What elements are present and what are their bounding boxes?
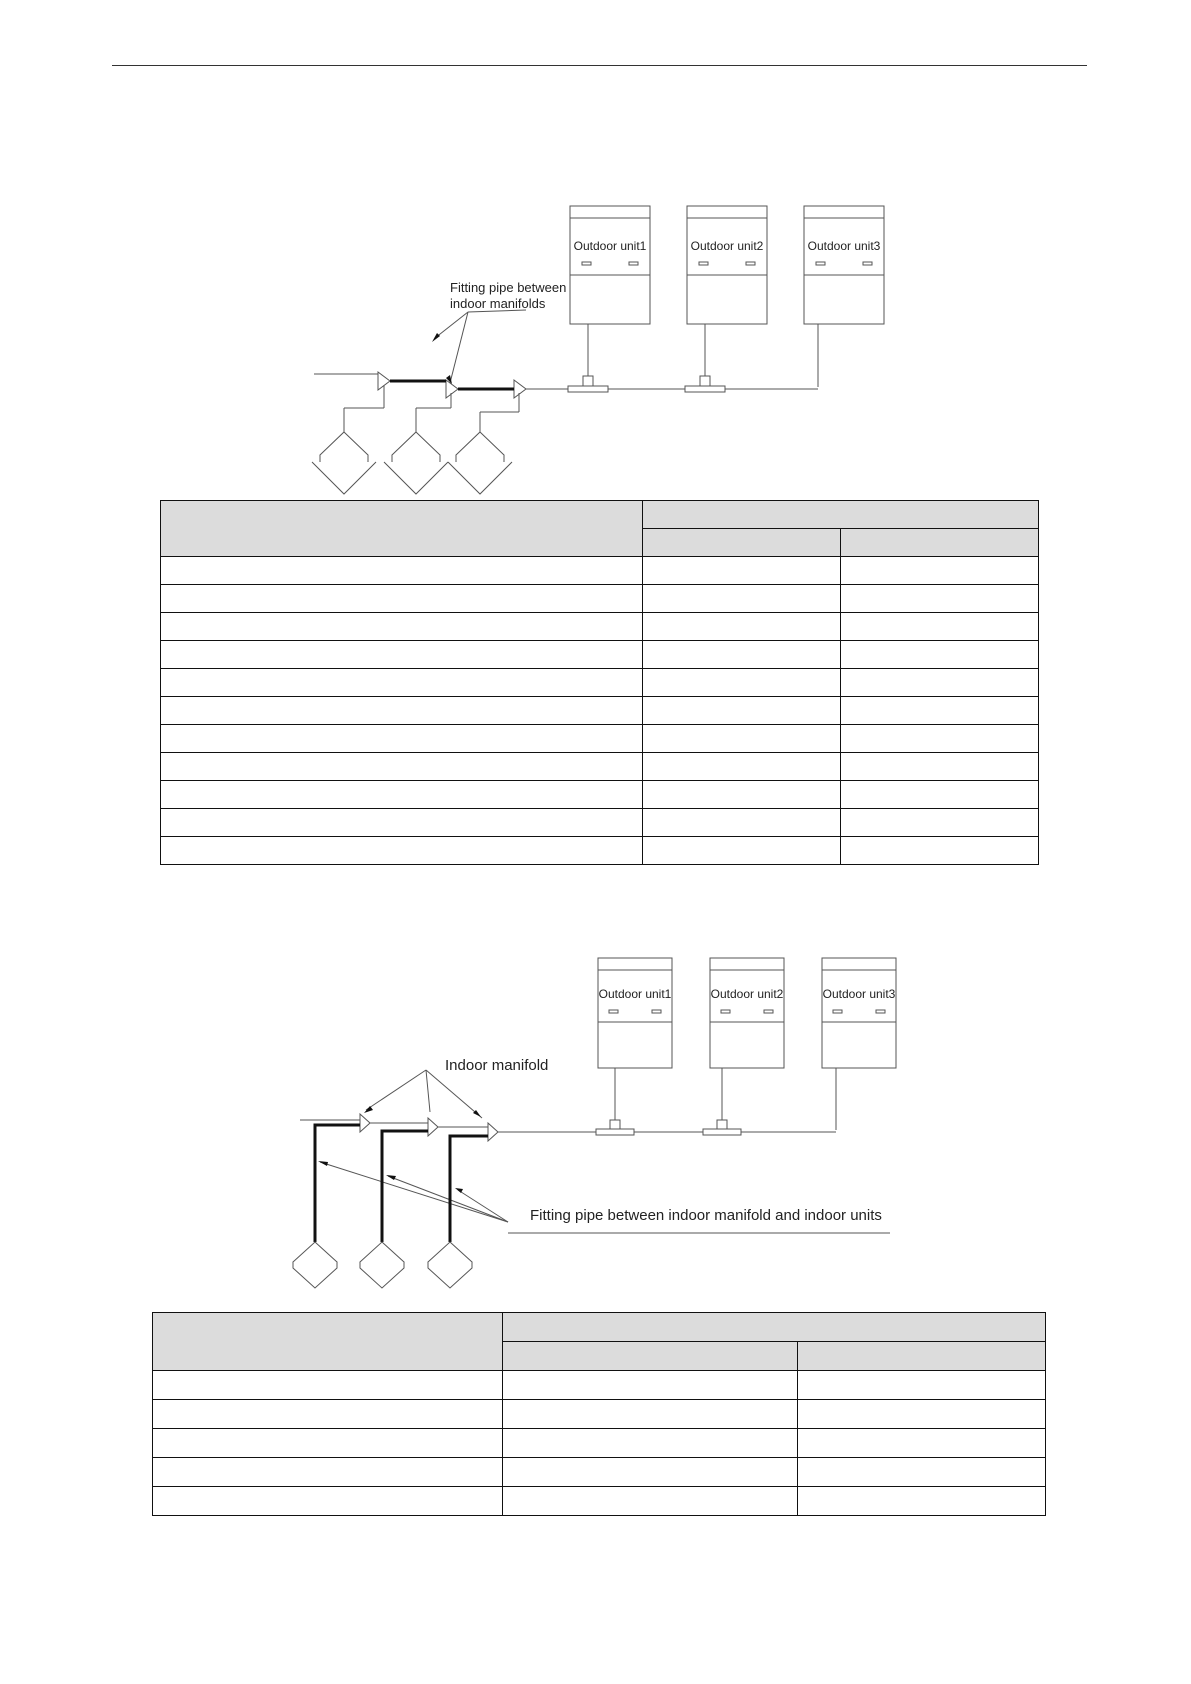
fitting-pipe-thick bbox=[315, 1125, 488, 1242]
table-header-row bbox=[161, 501, 1039, 529]
outdoor-branch-joint-1 bbox=[568, 376, 608, 392]
indoor-unit-3 bbox=[428, 1242, 472, 1288]
table-header-cell bbox=[153, 1313, 503, 1371]
callout-indoor-manifold: Indoor manifold bbox=[445, 1057, 549, 1074]
callout-fitting-pipe-line1: Fitting pipe between bbox=[450, 280, 567, 295]
indoor-unit-2 bbox=[360, 1242, 404, 1288]
callout-fitting-pipe-line2: indoor manifolds bbox=[450, 296, 546, 311]
indoor-unit-1 bbox=[293, 1242, 337, 1288]
outdoor-unit-1 bbox=[598, 958, 672, 1068]
table-row bbox=[161, 809, 1039, 837]
outdoor-unit-3 bbox=[822, 958, 896, 1068]
outdoor-unit-3-label: Outdoor unit3 bbox=[807, 239, 881, 253]
table-header-row bbox=[153, 1313, 1046, 1342]
indoor-unit-3 bbox=[448, 432, 512, 494]
table-row bbox=[161, 557, 1039, 585]
outdoor-unit-1 bbox=[570, 206, 650, 324]
outdoor-unit-2-label: Outdoor unit2 bbox=[690, 239, 764, 253]
table-row bbox=[161, 697, 1039, 725]
table-row bbox=[161, 669, 1039, 697]
table-row bbox=[161, 585, 1039, 613]
table-header-cell bbox=[643, 501, 1039, 529]
header-rule bbox=[112, 65, 1087, 66]
table-row bbox=[153, 1429, 1046, 1458]
outdoor-unit-1-label: Outdoor unit1 bbox=[573, 239, 647, 253]
table-row bbox=[153, 1400, 1046, 1429]
spec-table-1 bbox=[160, 500, 1039, 865]
outdoor-branch-joint-2 bbox=[685, 376, 725, 392]
table-header-cell bbox=[503, 1313, 1046, 1342]
table-header-cell bbox=[798, 1342, 1046, 1371]
table-header-cell bbox=[503, 1342, 798, 1371]
callout-fitting-pipe-indoor-units: Fitting pipe between indoor manifold and indoor units bbox=[530, 1207, 882, 1224]
table-row bbox=[153, 1487, 1046, 1516]
outdoor-branch-joint-2 bbox=[703, 1120, 741, 1135]
indoor-unit-1 bbox=[312, 432, 376, 494]
outdoor-unit-3-label: Outdoor unit3 bbox=[822, 987, 896, 1001]
outdoor-branch-joint-1 bbox=[596, 1120, 634, 1135]
spec-table-2 bbox=[152, 1312, 1046, 1516]
table-row bbox=[161, 725, 1039, 753]
outdoor-unit-2 bbox=[710, 958, 784, 1068]
table-row bbox=[161, 837, 1039, 865]
outdoor-unit-3 bbox=[804, 206, 884, 324]
outdoor-unit-2-label: Outdoor unit2 bbox=[710, 987, 784, 1001]
indoor-unit-2 bbox=[384, 432, 448, 494]
outdoor-unit-2 bbox=[687, 206, 767, 324]
table-row bbox=[161, 613, 1039, 641]
table-row bbox=[153, 1371, 1046, 1400]
table-row bbox=[153, 1458, 1046, 1487]
table-header-cell bbox=[643, 529, 841, 557]
outdoor-unit-1-label: Outdoor unit1 bbox=[598, 987, 672, 1001]
piping-diagram-manifolds bbox=[300, 200, 940, 490]
table-row bbox=[161, 641, 1039, 669]
table-row bbox=[161, 753, 1039, 781]
table-header-cell bbox=[841, 529, 1039, 557]
table-header-cell bbox=[161, 501, 643, 557]
piping-diagram-indoor-units bbox=[290, 950, 930, 1280]
table-row bbox=[161, 781, 1039, 809]
